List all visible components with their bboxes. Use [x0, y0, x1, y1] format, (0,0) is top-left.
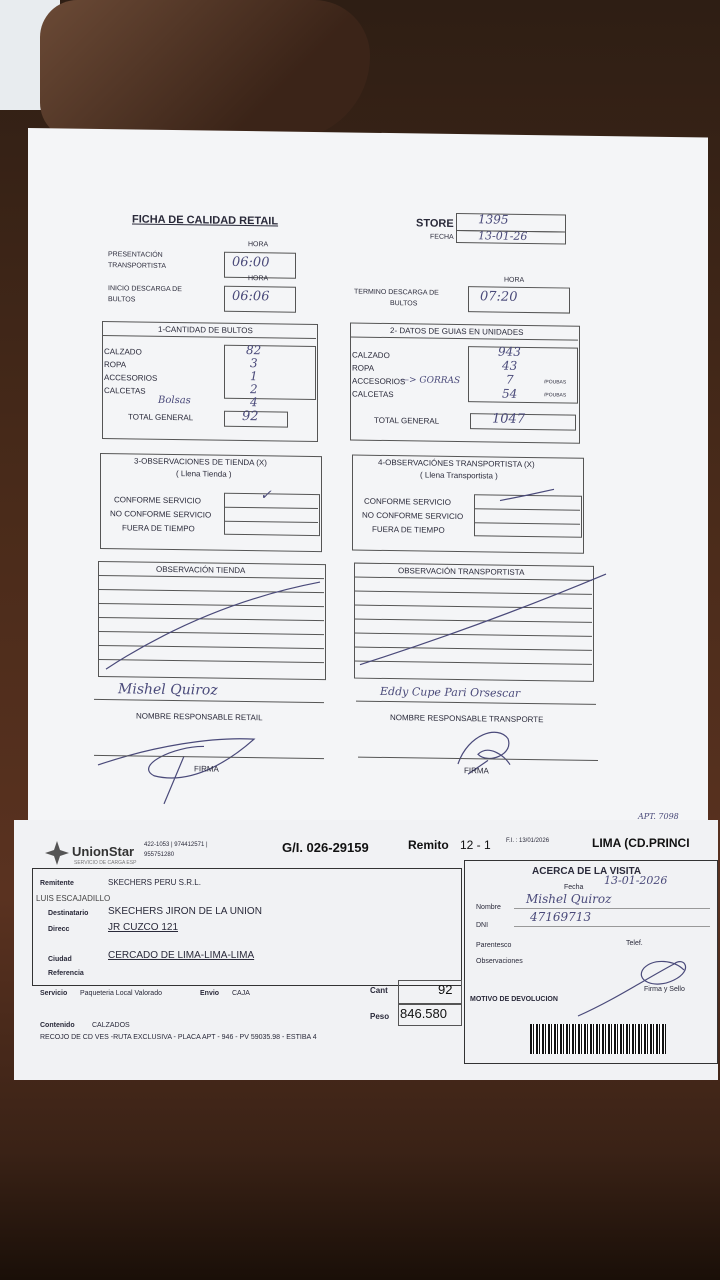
s1-extra-value: 4	[250, 395, 258, 410]
s2-label-0: CALZADO	[352, 350, 390, 361]
firma-label-transporte: FIRMA	[464, 766, 489, 776]
envio-value: CAJA	[232, 990, 250, 997]
s2-value-1: 43	[502, 358, 518, 373]
divider	[356, 701, 596, 705]
s1-value-1: 3	[250, 356, 258, 371]
dni-label: DNI	[476, 922, 489, 929]
recojo-line: RECOJO DE CD VES -RUTA EXCLUSIVA - PLACA APT - 946 - PV 59035.98 - ESTIBA 4	[40, 1034, 317, 1041]
direccion-label: Direcc	[48, 926, 70, 933]
s4-row-1: NO CONFORME SERVICIO	[362, 510, 464, 522]
nombre-value: Mishel Quiroz	[526, 892, 612, 906]
responsable-transporte-label: NOMBRE RESPONSABLE TRANSPORTE	[390, 713, 544, 725]
s2-label-3: CALCETAS	[352, 389, 394, 400]
observaciones-label: Observaciones	[476, 958, 523, 965]
destinatario-value: SKECHERS JIRON DE LA UNION	[108, 906, 262, 917]
section3-title: 3-OBSERVACIONES DE TIENDA (X)	[134, 456, 267, 468]
motivo-label: MOTIVO DE DEVOLUCION	[470, 996, 558, 1003]
s2-note-2: /POUBAS	[544, 379, 567, 386]
s2-label-1: ROPA	[352, 363, 375, 373]
presentacion-value: 06:00	[232, 254, 270, 271]
obs-tienda-title: OBSERVACIÓN TIENDA	[156, 564, 246, 576]
nombre-label: Nombre	[476, 904, 501, 911]
s4-check-stroke	[498, 487, 558, 506]
store-label: STORE	[416, 217, 454, 230]
s3-row-0: CONFORME SERVICIO	[114, 495, 201, 506]
section4-title: 4-OBSERVACIÓNES TRANSPORTISTA (X)	[378, 457, 535, 470]
obs-transportista-title: OBSERVACIÓN TRANSPORTISTA	[398, 566, 525, 577]
form-title: FICHA DE CALIDAD RETAIL	[132, 213, 279, 228]
termino-label-2: BULTOS	[390, 300, 418, 308]
cant-label: Cant	[370, 986, 388, 995]
quality-form-sheet	[28, 128, 708, 837]
fecha-value: 13-01-26	[478, 229, 528, 243]
obs-tienda-strike	[102, 575, 322, 676]
fecha-label: FECHA	[430, 233, 454, 241]
s1-total-value: 92	[242, 408, 259, 425]
s4-row-2: FUERA DE TIEMPO	[372, 524, 445, 535]
destinatario-label: Destinatario	[48, 910, 89, 917]
divider	[94, 699, 324, 703]
responsable-retail-label: NOMBRE RESPONSABLE RETAIL	[136, 711, 263, 723]
envio-label: Envio	[200, 990, 220, 997]
barcode	[530, 1024, 666, 1054]
s3-row-1: NO CONFORME SERVICIO	[110, 509, 212, 520]
visita-fecha-label: Fecha	[564, 884, 584, 891]
presentacion-label: PRESENTACIÓN	[108, 251, 163, 259]
cant-value: 92	[438, 982, 453, 997]
visita-fecha-value: 13-01-2026	[604, 874, 668, 887]
guia-number: G/I. 026-29159	[282, 840, 369, 855]
s1-label-0: CALZADO	[104, 347, 142, 357]
peso-value: 846.580	[400, 1006, 447, 1021]
inicio-label: INICIO DESCARGA DE	[108, 285, 182, 294]
s1-value-0: 82	[246, 343, 262, 358]
s2-accesorios-note: —> GORRAS	[400, 375, 461, 387]
s4-row-0: CONFORME SERVICIO	[364, 496, 451, 507]
responsable-transporte-name: Eddy Cupe Pari Orsescar	[380, 684, 521, 700]
hora-label-2: HORA	[248, 275, 269, 283]
ciudad-value: CERCADO DE LIMA-LIMA-LIMA	[108, 950, 255, 961]
referencia-label: Referencia	[48, 970, 84, 977]
apt-note: APT. 7098	[638, 812, 679, 821]
s1-value-3: 2	[250, 382, 258, 397]
presentacion-label-2: TRANSPORTISTA	[108, 262, 167, 270]
dni-value: 47169713	[530, 910, 592, 924]
termino-label: TERMINO DESCARGA DE	[354, 288, 439, 297]
s1-label-1: ROPA	[104, 360, 127, 370]
remitente-label: Remitente	[40, 880, 74, 887]
s2-value-2: 7	[506, 372, 514, 387]
peso-label: Peso	[370, 1012, 390, 1021]
phones-2: 955751280	[144, 852, 175, 858]
remito-label: Remito	[408, 838, 449, 852]
obs-transportista-strike	[358, 569, 608, 672]
s1-label-2: ACCESORIOS	[104, 373, 158, 383]
contenido-label: Contenido	[40, 1022, 75, 1029]
s1-values-box	[224, 345, 316, 400]
contacto: LUIS ESCAJADILLO	[36, 894, 111, 903]
brand-name: UnionStar	[72, 844, 135, 859]
hora-label-3: HORA	[504, 276, 525, 284]
section2-title: 2- DATOS DE GUIAS EN UNIDADES	[390, 326, 524, 337]
section1-title: 1-CANTIDAD DE BULTOS	[158, 324, 253, 336]
s2-total-label: TOTAL GENERAL	[374, 415, 440, 426]
parentesco-label: Parentesco	[476, 942, 512, 949]
ciudad-label: Ciudad	[48, 956, 72, 963]
s2-total-value: 1047	[492, 411, 526, 427]
s2-value-0: 943	[498, 344, 521, 359]
s2-note-3: /POUBAS	[544, 392, 567, 399]
divider	[514, 926, 710, 927]
telef-label: Telef.	[626, 940, 643, 947]
destination: LIMA (CD.PRINCI	[592, 836, 690, 850]
termino-value: 07:20	[480, 289, 518, 305]
unionstar-logo-icon	[44, 840, 70, 866]
sender-box	[32, 868, 462, 986]
firma-label-retail: FIRMA	[194, 764, 219, 774]
s3-row-2: FUERA DE TIEMPO	[122, 523, 195, 534]
s1-label-3: CALCETAS	[104, 386, 146, 396]
inicio-label-2: BULTOS	[108, 296, 136, 304]
phones-1: 422-1053 | 974412571 |	[144, 842, 208, 848]
hand	[40, 0, 370, 140]
responsable-retail-name: Mishel Quiroz	[118, 681, 218, 699]
s2-value-3: 54	[502, 386, 518, 401]
s1-total-label: TOTAL GENERAL	[128, 412, 194, 423]
contenido-value: CALZADOS	[92, 1022, 130, 1029]
servicio-label: Servicio	[40, 990, 68, 997]
visit-signature	[574, 950, 694, 1020]
s3-checkmark: ✓	[260, 487, 272, 504]
section4-subtitle: ( Llena Transportista )	[420, 470, 498, 481]
inicio-value: 06:06	[232, 288, 270, 305]
visita-title: ACERCA DE LA VISITA	[532, 866, 642, 877]
direccion-value: JR CUZCO 121	[108, 922, 179, 933]
s3-check-box	[224, 493, 320, 536]
firma-sello-label: Firma y Sello	[644, 986, 685, 993]
s1-extra-label: Bolsas	[158, 394, 191, 407]
section3-subtitle: ( Llena Tienda )	[176, 469, 232, 479]
fi-date: F.I. : 13/01/2026	[506, 838, 550, 844]
brand-sub: SERVICIO DE CARGA ESP	[74, 860, 137, 866]
remitente-value: SKECHERS PERU S.R.L.	[108, 878, 201, 887]
remito-value: 12 - 1	[460, 838, 491, 852]
divider	[514, 908, 710, 909]
servicio-value: Paqueteria Local Valorado	[80, 990, 162, 997]
s2-label-2: ACCESORIOS	[352, 376, 406, 387]
shipping-receipt	[14, 812, 718, 1080]
store-value: 1395	[478, 212, 509, 227]
s1-value-2: 1	[250, 369, 258, 384]
hora-label-1: HORA	[248, 241, 269, 249]
